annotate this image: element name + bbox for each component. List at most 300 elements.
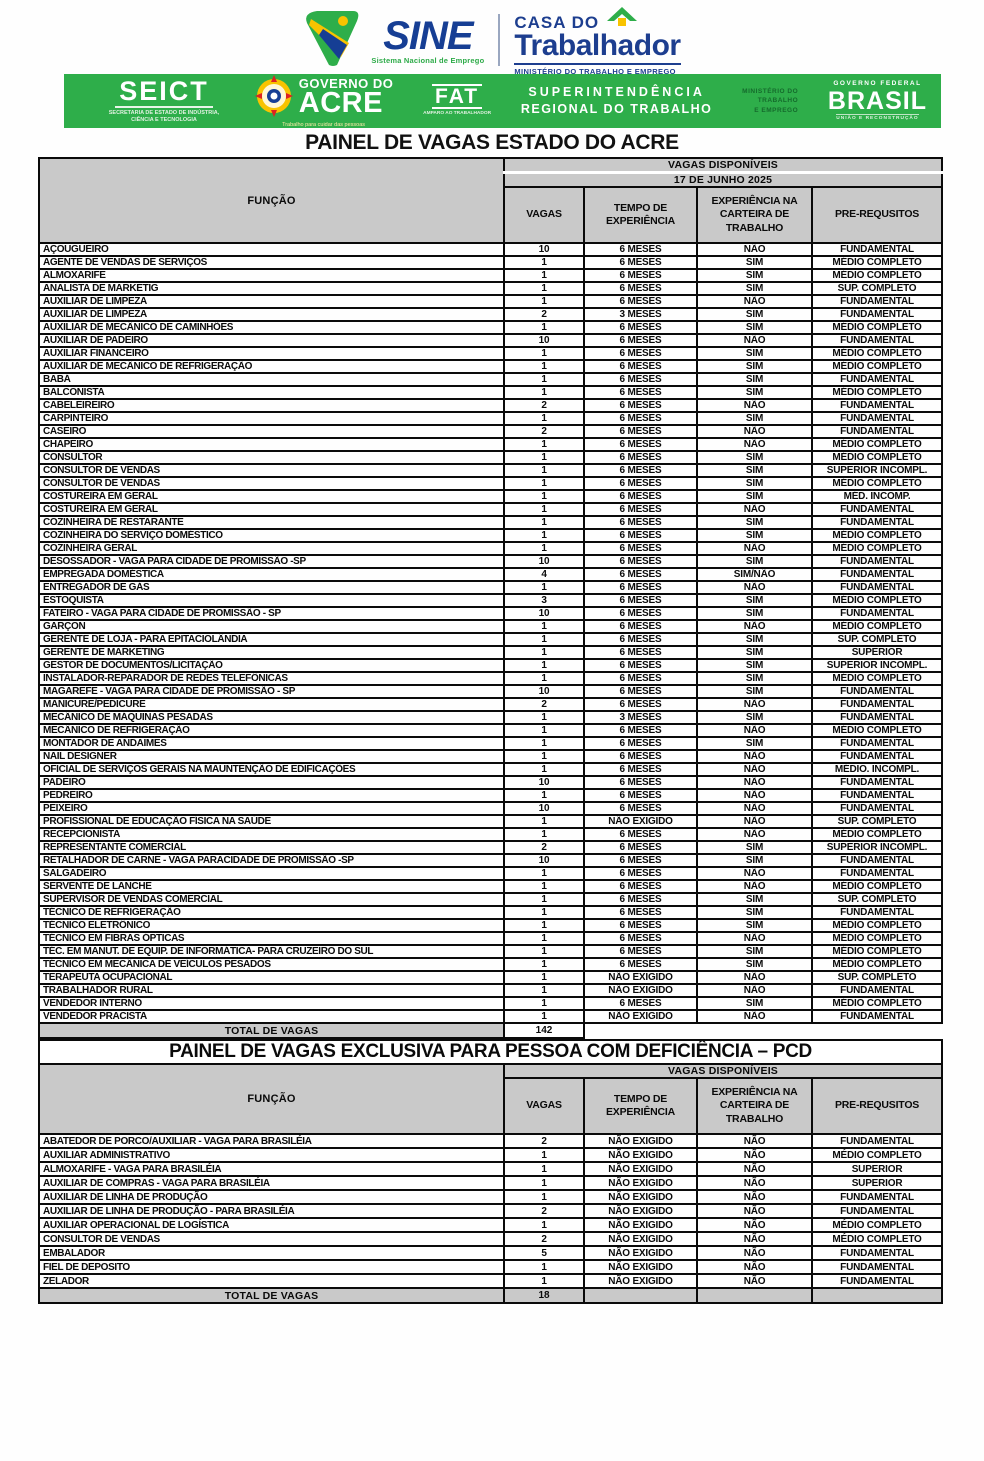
value-cell: SUP. COMPLETO bbox=[812, 633, 942, 646]
table-row bbox=[39, 295, 942, 308]
value-cell: NÃO bbox=[697, 1162, 812, 1176]
value-cell: 6 MESES bbox=[584, 334, 697, 347]
value-cell: MÉDIO COMPLETO bbox=[812, 321, 942, 334]
table-row bbox=[39, 932, 942, 945]
value-cell: 6 MESES bbox=[584, 282, 697, 295]
funcao-cell: FIEL DE DEPOSITO bbox=[39, 1260, 504, 1274]
value-cell: SIM bbox=[697, 269, 812, 282]
funcao-header: FUNÇÃO bbox=[39, 158, 504, 243]
value-cell: NÃO bbox=[697, 1246, 812, 1260]
table-row bbox=[39, 347, 942, 360]
value-cell: 3 MESES bbox=[584, 308, 697, 321]
value-cell: 1 bbox=[504, 1190, 584, 1204]
value-cell: FUNDAMENTAL bbox=[812, 1010, 942, 1023]
table-row bbox=[39, 256, 942, 269]
value-cell: 10 bbox=[504, 776, 584, 789]
value-cell: FUNDAMENTAL bbox=[812, 243, 942, 256]
value-cell: NÃO bbox=[697, 1204, 812, 1218]
value-cell: 6 MESES bbox=[584, 425, 697, 438]
funcao-cell: COSTUREIRA EM GERAL bbox=[39, 503, 504, 516]
value-cell: SIM bbox=[697, 360, 812, 373]
value-cell: FUNDAMENTAL bbox=[812, 581, 942, 594]
value-cell: 1 bbox=[504, 490, 584, 503]
value-cell: 1 bbox=[504, 347, 584, 360]
funcao-cell: AUXILIAR OPERACIONAL DE LOGÍSTICA bbox=[39, 1218, 504, 1232]
table-row bbox=[39, 646, 942, 659]
funcao-cell: CONSULTOR bbox=[39, 451, 504, 464]
table-row bbox=[39, 841, 942, 854]
value-cell: 1 bbox=[504, 581, 584, 594]
value-cell: SIM bbox=[697, 607, 812, 620]
value-cell: 6 MESES bbox=[584, 958, 697, 971]
value-cell: 10 bbox=[504, 802, 584, 815]
funcao-cell: TÉCNICO ELETRÔNICO bbox=[39, 919, 504, 932]
funcao-cell: FATEIRO - VAGA PARA CIDADE DE PROMISSÃO - SP bbox=[39, 607, 504, 620]
funcao-cell: REPRESENTANTE COMERCIAL bbox=[39, 841, 504, 854]
value-cell: MÉDIO COMPLETO bbox=[812, 1232, 942, 1246]
value-cell: NÃO bbox=[697, 1190, 812, 1204]
pcd-title: PAINEL DE VAGAS EXCLUSIVA PARA PESSOA COM DEFICIÊNCIA – PCD bbox=[39, 1040, 942, 1064]
funcao-cell: AUXILIAR DE PADEIRO bbox=[39, 334, 504, 347]
value-cell: MÉDIO COMPLETO bbox=[812, 594, 942, 607]
table-row bbox=[39, 763, 942, 776]
funcao-cell: BALCONISTA bbox=[39, 386, 504, 399]
value-cell: 10 bbox=[504, 607, 584, 620]
value-cell: SIM bbox=[697, 997, 812, 1010]
funcao-cell: PEDREIRO bbox=[39, 789, 504, 802]
value-cell: NÃO EXIGIDO bbox=[584, 984, 697, 997]
value-cell: NÃO EXIGIDO bbox=[584, 1010, 697, 1023]
table-row bbox=[39, 607, 942, 620]
value-cell: SIM bbox=[697, 490, 812, 503]
value-cell: MÉDIO COMPLETO bbox=[812, 451, 942, 464]
table-row bbox=[39, 854, 942, 867]
value-cell: 1 bbox=[504, 256, 584, 269]
acre-tagline: Trabalho para cuidar das pessoas bbox=[282, 121, 366, 128]
value-cell: NÃO bbox=[697, 1274, 812, 1288]
table-row bbox=[39, 711, 942, 724]
funcao-cell: CONSULTOR DE VENDAS bbox=[39, 464, 504, 477]
value-cell: 10 bbox=[504, 334, 584, 347]
value-cell: 6 MESES bbox=[584, 763, 697, 776]
funcao-cell: CARPINTEIRO bbox=[39, 412, 504, 425]
table-row bbox=[39, 516, 942, 529]
value-cell: 1 bbox=[504, 529, 584, 542]
pcd-carteira-column-header: EXPERIÊNCIA NA CARTEIRA DE TRABALHO bbox=[697, 1078, 812, 1134]
value-cell: 1 bbox=[504, 633, 584, 646]
value-cell: NÃO EXIGIDO bbox=[584, 1148, 697, 1162]
value-cell: SIM bbox=[697, 646, 812, 659]
value-cell: NÃO bbox=[697, 984, 812, 997]
value-cell: 1 bbox=[504, 1176, 584, 1190]
total-row bbox=[39, 1023, 942, 1038]
value-cell: NÃO bbox=[697, 971, 812, 984]
value-cell: NÃO bbox=[697, 542, 812, 555]
value-cell: NÃO bbox=[697, 503, 812, 516]
value-cell: 1 bbox=[504, 464, 584, 477]
table-row bbox=[39, 685, 942, 698]
value-cell: FUNDAMENTAL bbox=[812, 685, 942, 698]
value-cell: 6 MESES bbox=[584, 646, 697, 659]
value-cell: 6 MESES bbox=[584, 360, 697, 373]
table-row bbox=[39, 581, 942, 594]
funcao-cell: TÉCNICO EM FIBRAS ÓPTICAS bbox=[39, 932, 504, 945]
value-cell: MÉDIO COMPLETO bbox=[812, 542, 942, 555]
value-cell: SIM bbox=[697, 711, 812, 724]
table-row bbox=[39, 1176, 942, 1190]
table-row bbox=[39, 1232, 942, 1246]
value-cell: FUNDAMENTAL bbox=[812, 1190, 942, 1204]
value-cell: MÉDIO COMPLETO bbox=[812, 1148, 942, 1162]
funcao-cell: AUXILIAR DE MECÂNICO DE REFRIGERAÇÃO bbox=[39, 360, 504, 373]
value-cell: FUNDAMENTAL bbox=[812, 750, 942, 763]
page-title: PAINEL DE VAGAS ESTADO DO ACRE bbox=[305, 131, 679, 154]
value-cell: NÃO EXIGIDO bbox=[584, 1232, 697, 1246]
value-cell: SIM bbox=[697, 308, 812, 321]
table-row bbox=[39, 867, 942, 880]
value-cell: 2 bbox=[504, 399, 584, 412]
funcao-cell: SALGADEIRO bbox=[39, 867, 504, 880]
value-cell: 6 MESES bbox=[584, 594, 697, 607]
table-row bbox=[39, 529, 942, 542]
pcd-total-row bbox=[39, 1288, 942, 1303]
value-cell: 6 MESES bbox=[584, 802, 697, 815]
sine-subtitle: Sistema Nacional de Emprego bbox=[371, 55, 485, 65]
table-row bbox=[39, 1260, 942, 1274]
value-cell: SUP. COMPLETO bbox=[812, 282, 942, 295]
value-cell: 6 MESES bbox=[584, 256, 697, 269]
table-row bbox=[39, 984, 942, 997]
value-cell: 1 bbox=[504, 373, 584, 386]
funcao-cell: GESTOR DE DOCUMENTOS/LICITAÇÃO bbox=[39, 659, 504, 672]
value-cell: 1 bbox=[504, 919, 584, 932]
value-cell: 1 bbox=[504, 1010, 584, 1023]
value-cell: 1 bbox=[504, 906, 584, 919]
value-cell: FUNDAMENTAL bbox=[812, 373, 942, 386]
value-cell: 1 bbox=[504, 893, 584, 906]
value-cell: 1 bbox=[504, 1218, 584, 1232]
value-cell: 6 MESES bbox=[584, 750, 697, 763]
value-cell: FUNDAMENTAL bbox=[812, 1134, 942, 1148]
funcao-cell: ANALISTA DE MARKETIG bbox=[39, 282, 504, 295]
value-cell: 1 bbox=[504, 724, 584, 737]
ministerio-line3: E EMPREGO bbox=[754, 106, 799, 114]
value-cell: 6 MESES bbox=[584, 477, 697, 490]
casa-ministry-label: MINISTÉRIO DO TRABALHO E EMPREGO bbox=[514, 66, 676, 76]
ministerio-line1: MINISTÉRIO DO bbox=[742, 88, 799, 96]
funcao-cell: GARÇON bbox=[39, 620, 504, 633]
value-cell: SIM bbox=[697, 841, 812, 854]
value-cell: 6 MESES bbox=[584, 633, 697, 646]
value-cell: NÃO EXIGIDO bbox=[584, 1218, 697, 1232]
funcao-cell: RETALHADOR DE CARNE - VAGA PARACIDADE DE PROMISSÃO -SP bbox=[39, 854, 504, 867]
value-cell: SIM bbox=[697, 464, 812, 477]
carteira-column-header: EXPERIÊNCIA NA CARTEIRA DE TRABALHO bbox=[697, 187, 812, 243]
fat-subtitle: AMPARO AO TRABALHADOR bbox=[423, 111, 492, 117]
funcao-cell: EMBALADOR bbox=[39, 1246, 504, 1260]
table-row bbox=[39, 1204, 942, 1218]
value-cell: MÉDIO COMPLETO bbox=[812, 256, 942, 269]
value-cell: NÃO EXIGIDO bbox=[584, 1246, 697, 1260]
value-cell: SUPERIOR bbox=[812, 1176, 942, 1190]
value-cell: NÃO EXIGIDO bbox=[584, 1176, 697, 1190]
value-cell: NÃO bbox=[697, 789, 812, 802]
value-cell: SIM bbox=[697, 906, 812, 919]
funcao-cell: TÉCNICO EM MECÂNICA DE VEÍCULOS PESADOS bbox=[39, 958, 504, 971]
value-cell: FUNDAMENTAL bbox=[812, 516, 942, 529]
table-row bbox=[39, 555, 942, 568]
value-cell: MÉDIO COMPLETO bbox=[812, 672, 942, 685]
value-cell: 6 MESES bbox=[584, 698, 697, 711]
table-row bbox=[39, 659, 942, 672]
funcao-cell: MONTADOR DE ANDAIMES bbox=[39, 737, 504, 750]
funcao-cell: AGENTE DE VENDAS DE SERVIÇOS bbox=[39, 256, 504, 269]
value-cell: NÃO bbox=[697, 620, 812, 633]
funcao-cell: AUXILIAR FINANCEIRO bbox=[39, 347, 504, 360]
table-row bbox=[39, 802, 942, 815]
value-cell: SIM bbox=[697, 659, 812, 672]
value-cell: 1 bbox=[504, 958, 584, 971]
value-cell: 6 MESES bbox=[584, 295, 697, 308]
value-cell: 6 MESES bbox=[584, 568, 697, 581]
table-row bbox=[39, 672, 942, 685]
funcao-cell: BABÁ bbox=[39, 373, 504, 386]
value-cell: FUNDAMENTAL bbox=[812, 737, 942, 750]
value-cell: 6 MESES bbox=[584, 269, 697, 282]
value-cell: 6 MESES bbox=[584, 321, 697, 334]
pcd-table-body bbox=[39, 1134, 942, 1288]
value-cell: 6 MESES bbox=[584, 776, 697, 789]
value-cell: FUNDAMENTAL bbox=[812, 711, 942, 724]
table-row bbox=[39, 386, 942, 399]
value-cell: NÃO bbox=[697, 295, 812, 308]
house-icon bbox=[605, 5, 639, 31]
value-cell: SUPERIOR INCOMPL. bbox=[812, 659, 942, 672]
value-cell: 6 MESES bbox=[584, 997, 697, 1010]
value-cell: NÃO bbox=[697, 334, 812, 347]
pcd-vacancy-table bbox=[38, 1039, 943, 1304]
funcao-cell: PADEIRO bbox=[39, 776, 504, 789]
table-row bbox=[39, 1148, 942, 1162]
value-cell: 1 bbox=[504, 750, 584, 763]
value-cell: NÃO EXIGIDO bbox=[584, 1204, 697, 1218]
funcao-cell: CONSULTOR DE VENDAS bbox=[39, 1232, 504, 1246]
funcao-cell: AUXILIAR DE MECÂNICO DE CAMINHÕES bbox=[39, 321, 504, 334]
value-cell: 6 MESES bbox=[584, 620, 697, 633]
seict-title: SEICT bbox=[115, 78, 213, 108]
value-cell: 1 bbox=[504, 516, 584, 529]
sine-title: SINE bbox=[383, 13, 473, 58]
value-cell: 6 MESES bbox=[584, 685, 697, 698]
value-cell: 3 MESES bbox=[584, 711, 697, 724]
funcao-cell: VENDEDOR PRACISTA bbox=[39, 1010, 504, 1023]
value-cell: SIM bbox=[697, 633, 812, 646]
pcd-vagas-column-header: VAGAS bbox=[504, 1078, 584, 1134]
value-cell: 1 bbox=[504, 672, 584, 685]
uniao-reconstrucao-label: UNIÃO E RECONSTRUÇÃO bbox=[836, 116, 919, 122]
date-header: 17 DE JUNHO 2025 bbox=[504, 173, 942, 188]
table-row bbox=[39, 334, 942, 347]
funcao-cell: SERVENTE DE LANCHE bbox=[39, 880, 504, 893]
table-row bbox=[39, 360, 942, 373]
funcao-cell: MAGAREFE - VAGA PARA CIDADE DE PROMISSÃO - SP bbox=[39, 685, 504, 698]
table-row bbox=[39, 828, 942, 841]
value-cell: MÉDIO COMPLETO bbox=[812, 347, 942, 360]
value-cell: 1 bbox=[504, 451, 584, 464]
funcao-cell: COZINHEIRA DE RESTARANTE bbox=[39, 516, 504, 529]
value-cell: 6 MESES bbox=[584, 607, 697, 620]
value-cell: 1 bbox=[504, 542, 584, 555]
table-row bbox=[39, 997, 942, 1010]
table-row bbox=[39, 1190, 942, 1204]
value-cell: SUPERIOR INCOMPL. bbox=[812, 464, 942, 477]
total-label: TOTAL DE VAGAS bbox=[39, 1023, 504, 1038]
value-cell: NÃO bbox=[697, 776, 812, 789]
value-cell: 1 bbox=[504, 386, 584, 399]
value-cell: 1 bbox=[504, 932, 584, 945]
table-row bbox=[39, 373, 942, 386]
value-cell: SIM bbox=[697, 412, 812, 425]
value-cell: 1 bbox=[504, 997, 584, 1010]
table-row bbox=[39, 737, 942, 750]
value-cell: SIM bbox=[697, 854, 812, 867]
funcao-cell: AUXILIAR ADMINISTRATIVO bbox=[39, 1148, 504, 1162]
value-cell: 10 bbox=[504, 243, 584, 256]
funcao-cell: ENTREGADOR DE GÁS bbox=[39, 581, 504, 594]
pcd-total-empty-cell bbox=[584, 1288, 697, 1303]
funcao-cell: NAIL DESIGNER bbox=[39, 750, 504, 763]
value-cell: FUNDAMENTAL bbox=[812, 308, 942, 321]
ministerio-label bbox=[742, 87, 798, 114]
funcao-cell: PEIXEIRO bbox=[39, 802, 504, 815]
governo-federal-brasil-logo bbox=[828, 81, 927, 121]
funcao-cell: ALMOXARIFE bbox=[39, 269, 504, 282]
value-cell: NÃO EXIGIDO bbox=[584, 815, 697, 828]
value-cell: NÃO bbox=[697, 698, 812, 711]
value-cell: SIM/NÃO bbox=[697, 568, 812, 581]
table-row bbox=[39, 633, 942, 646]
value-cell: NÃO bbox=[697, 932, 812, 945]
value-cell: 1 bbox=[504, 412, 584, 425]
value-cell: SIM bbox=[697, 555, 812, 568]
value-cell: FUNDAMENTAL bbox=[812, 776, 942, 789]
value-cell: 1 bbox=[504, 438, 584, 451]
value-cell: 6 MESES bbox=[584, 373, 697, 386]
value-cell: SIM bbox=[697, 893, 812, 906]
value-cell: 6 MESES bbox=[584, 659, 697, 672]
value-cell: FUNDAMENTAL bbox=[812, 698, 942, 711]
funcao-cell: AUXILIAR DE LINHA DE PRODUÇÃO - PARA BRASILÉIA bbox=[39, 1204, 504, 1218]
value-cell: SIM bbox=[697, 516, 812, 529]
value-cell: 1 bbox=[504, 867, 584, 880]
table-row bbox=[39, 776, 942, 789]
table-row bbox=[39, 815, 942, 828]
value-cell: FUNDAMENTAL bbox=[812, 425, 942, 438]
value-cell: SIM bbox=[697, 685, 812, 698]
value-cell: MÉDIO COMPLETO bbox=[812, 360, 942, 373]
table-row bbox=[39, 906, 942, 919]
table-row bbox=[39, 1246, 942, 1260]
funcao-cell: PROFISSIONAL DE EDUCAÇÃO FÍSICA NA SAÚDE bbox=[39, 815, 504, 828]
value-cell: SIM bbox=[697, 477, 812, 490]
sine-logo bbox=[303, 9, 484, 72]
table-row bbox=[39, 1218, 942, 1232]
value-cell: 1 bbox=[504, 659, 584, 672]
table-row bbox=[39, 269, 942, 282]
funcao-cell: COSTUREIRA EM GERAL bbox=[39, 490, 504, 503]
funcao-cell: TERAPEUTA OCUPACIONAL bbox=[39, 971, 504, 984]
table-row bbox=[39, 1162, 942, 1176]
value-cell: 6 MESES bbox=[584, 464, 697, 477]
value-cell: MÉDIO COMPLETO bbox=[812, 477, 942, 490]
value-cell: MÉDIO COMPLETO bbox=[812, 919, 942, 932]
value-cell: 6 MESES bbox=[584, 919, 697, 932]
superintendencia-label bbox=[521, 84, 713, 118]
value-cell: SIM bbox=[697, 347, 812, 360]
funcao-cell: ALMOXARIFE - VAGA PARA BRASILÉIA bbox=[39, 1162, 504, 1176]
table-row bbox=[39, 490, 942, 503]
value-cell: SUPERIOR bbox=[812, 646, 942, 659]
value-cell: SIM bbox=[697, 321, 812, 334]
table-row bbox=[39, 1274, 942, 1288]
funcao-cell: GERENTE DE LOJA - PARA EPITACIOLÂNDIA bbox=[39, 633, 504, 646]
value-cell: NÃO bbox=[697, 880, 812, 893]
seict-subtitle: SECRETARIA DE ESTADO DE INDÚSTRIA, CIÊNCIA E TECNOLOGIA bbox=[108, 109, 220, 123]
total-empty-cell bbox=[584, 1023, 942, 1038]
funcao-cell: AUXILIAR DE COMPRAS - VAGA PARA BRASILÉIA bbox=[39, 1176, 504, 1190]
institutional-banner bbox=[64, 74, 941, 128]
value-cell: 2 bbox=[504, 1134, 584, 1148]
table-row bbox=[39, 698, 942, 711]
sine-flag-icon bbox=[303, 9, 365, 72]
value-cell: SIM bbox=[697, 386, 812, 399]
funcao-cell: OFICIAL DE SERVIÇOS GERAIS NA MAUNTENÇÃO DE EDIFICAÇÕES bbox=[39, 763, 504, 776]
logo-divider bbox=[498, 14, 500, 66]
funcao-cell: CONSULTOR DE VENDAS bbox=[39, 477, 504, 490]
value-cell: 5 bbox=[504, 1246, 584, 1260]
value-cell: NÃO bbox=[697, 1134, 812, 1148]
funcao-cell: CHAPEIRO bbox=[39, 438, 504, 451]
funcao-cell: CABELEIREIRO bbox=[39, 399, 504, 412]
table-row bbox=[39, 958, 942, 971]
value-cell: FUNDAMENTAL bbox=[812, 1246, 942, 1260]
sine-wordmark bbox=[371, 13, 485, 65]
funcao-cell: AUXILIAR DE LIMPEZA bbox=[39, 308, 504, 321]
acre-label: ACRE bbox=[298, 87, 383, 120]
funcao-cell: GERENTE DE MARKETING bbox=[39, 646, 504, 659]
value-cell: 6 MESES bbox=[584, 854, 697, 867]
pcd-total-value: 18 bbox=[504, 1288, 584, 1303]
table-row bbox=[39, 789, 942, 802]
value-cell: MÉDIO COMPLETO bbox=[812, 958, 942, 971]
value-cell: NÃO bbox=[697, 1148, 812, 1162]
value-cell: NÃO bbox=[697, 802, 812, 815]
table-row bbox=[39, 945, 942, 958]
funcao-cell: AÇOUGUEIRO bbox=[39, 243, 504, 256]
governo-do-acre-logo bbox=[254, 74, 394, 129]
value-cell: 6 MESES bbox=[584, 945, 697, 958]
pcd-total-label: TOTAL DE VAGAS bbox=[39, 1288, 504, 1303]
value-cell: NÃO bbox=[697, 438, 812, 451]
funcao-cell: DESOSSADOR - VAGA PARA CIDADE DE PROMISSÃO -SP bbox=[39, 555, 504, 568]
tables-container bbox=[38, 157, 941, 1304]
value-cell: NÃO bbox=[697, 1218, 812, 1232]
brasil-label: BRASIL bbox=[827, 86, 927, 115]
value-cell: NÃO bbox=[697, 763, 812, 776]
table-row bbox=[39, 1010, 942, 1023]
value-cell: 6 MESES bbox=[584, 880, 697, 893]
value-cell: MÉDIO COMPLETO bbox=[812, 529, 942, 542]
